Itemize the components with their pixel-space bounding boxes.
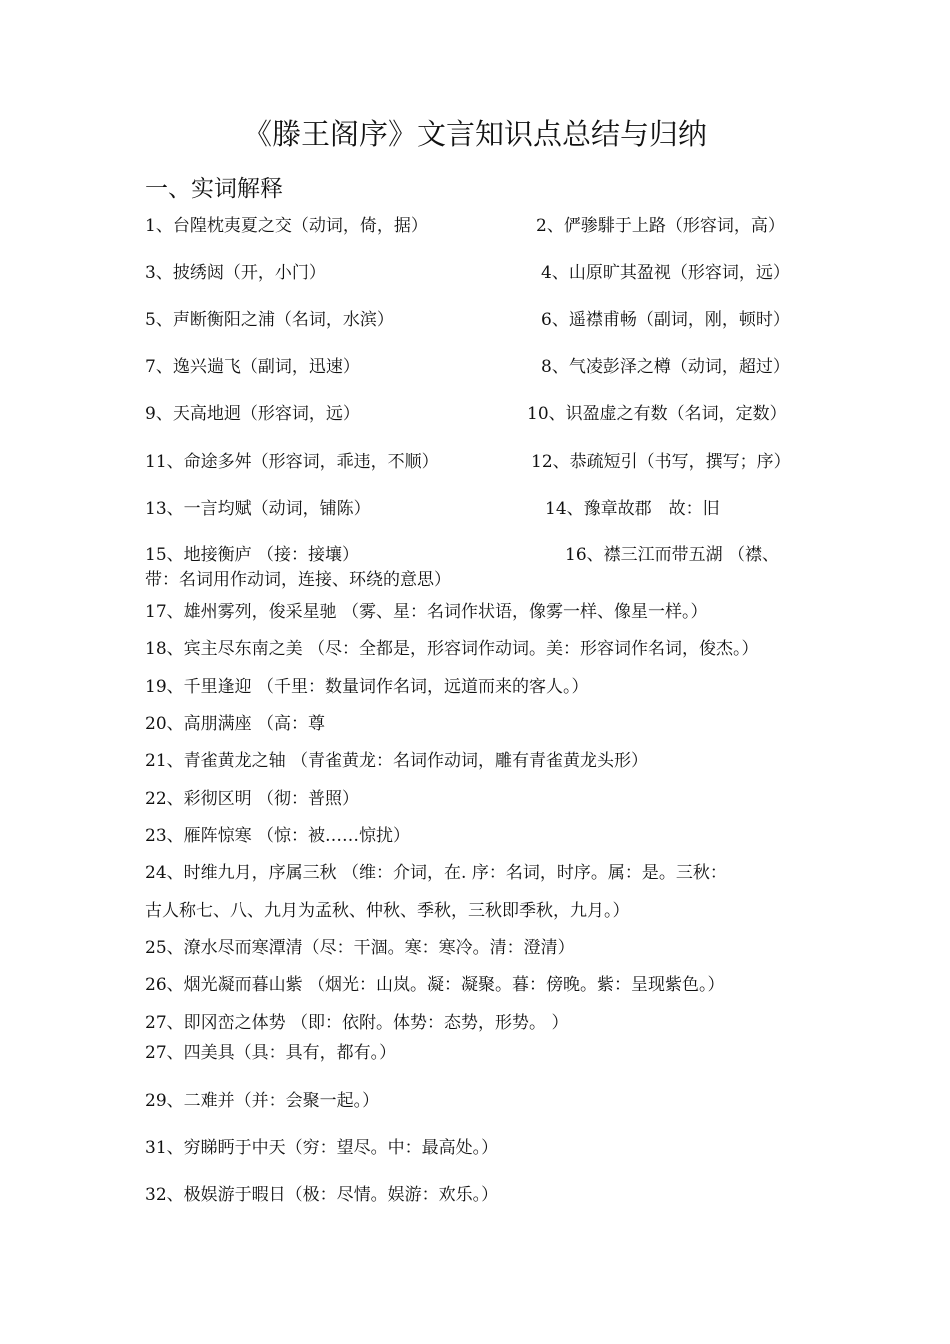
entry-right: 6、遥襟甫畅（副词，刚，顿时）	[541, 310, 790, 330]
entry-line: 25、潦水尽而寒潭清（尽：干涸。寒：寒冷。清：澄清）	[145, 938, 575, 958]
entry-line: 22、彩彻区明 （彻：普照）	[145, 789, 360, 809]
entry-left: 7、逸兴遄飞（副词，迅速）	[145, 357, 360, 377]
entry-continuation: 古人称七、八、九月为孟秋、仲秋、季秋，三秋即季秋，九月。）	[145, 901, 630, 921]
entry-line: 17、雄州雾列，俊采星驰 （雾、星：名词作状语，像雾一样、像星一样。）	[145, 602, 708, 622]
page-title: 《滕王阁序》文言知识点总结与归纳	[242, 117, 707, 151]
entry-right: 16、襟三江而带五湖 （襟、	[565, 545, 780, 565]
entry-right: 14、豫章故郡 故：旧	[545, 499, 720, 519]
entry-right: 8、气凌彭泽之樽（动词，超过）	[541, 357, 790, 377]
entry-left: 1、台隍枕夷夏之交（动词，倚，据）	[145, 216, 428, 236]
entry-left: 9、天高地迥（形容词，远）	[145, 404, 360, 424]
entry-line: 18、宾主尽东南之美 （尽：全都是，形容词作动词。美：形容词作名词，俊杰。）	[145, 639, 759, 659]
entry-line: 24、时维九月，序属三秋 （维：介词，在. 序：名词，时序。属：是。三秋：	[145, 863, 727, 883]
entry-line: 26、烟光凝而暮山紫 （烟光：山岚。凝：凝聚。暮：傍晚。紫：呈现紫色。）	[145, 975, 725, 995]
entry-right: 10、识盈虚之有数（名词，定数）	[527, 404, 787, 424]
entry-right: 2、俨骖騑于上路（形容词，高）	[536, 216, 785, 236]
entry-left: 5、声断衡阳之浦（名词，水滨）	[145, 310, 394, 330]
entry-line: 21、青雀黄龙之轴 （青雀黄龙：名词作动词，雕有青雀黄龙头形）	[145, 751, 649, 771]
entry-line: 29、二难并（并：会聚一起。）	[145, 1091, 380, 1111]
entry-left: 15、地接衡庐 （接：接壤）	[145, 545, 360, 565]
entry-left: 3、披绣闼（开，小门）	[145, 263, 326, 283]
entry-line: 19、千里逢迎 （千里：数量词作名词，远道而来的客人。）	[145, 677, 589, 697]
entry-line: 27、四美具（具：具有，都有。）	[145, 1043, 397, 1063]
entry-continuation: 带：名词用作动词，连接、环绕的意思）	[145, 570, 451, 590]
entry-left: 11、命途多舛（形容词，乖违，不顺）	[145, 452, 439, 472]
entry-right: 4、山原旷其盈视（形容词，远）	[541, 263, 790, 283]
entry-line: 23、雁阵惊寒 （惊：被……惊扰）	[145, 826, 411, 846]
entry-right: 12、恭疏短引（书写，撰写；序）	[531, 452, 791, 472]
entry-line: 27、即冈峦之体势 （即：依附。体势：态势，形势。 ）	[145, 1013, 569, 1033]
entry-left: 13、一言均赋（动词，铺陈）	[145, 499, 371, 519]
section-heading: 一、实词解释	[145, 176, 283, 202]
entry-line: 32、极娱游于暇日（极：尽情。娱游：欢乐。）	[145, 1185, 499, 1205]
entry-line: 20、高朋满座 （高：尊	[145, 714, 326, 734]
entry-line: 31、穷睇眄于中天（穷：望尽。中：最高处。）	[145, 1138, 499, 1158]
